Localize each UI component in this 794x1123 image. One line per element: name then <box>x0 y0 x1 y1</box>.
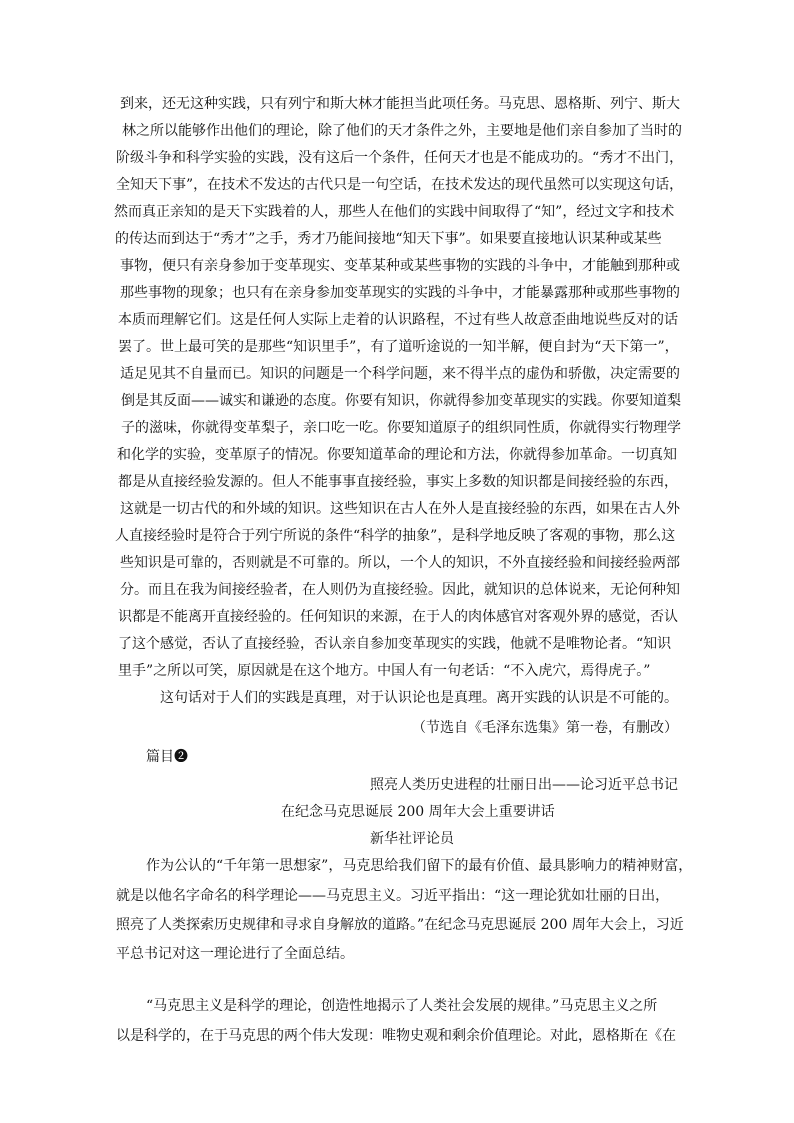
passage1-line: 人直接经验时是符合于列宁所说的条件“科学的抽象”，是科学地反映了客观的事物，那么这 <box>115 528 676 544</box>
passage1-line: 到来，还无这种实践，只有列宁和斯大林才能担当此项任务。马克思、恩格斯、列宁、斯大 <box>120 96 680 112</box>
passage1-line: 阶级斗争和科学实验的实践，没有这后一个条件，任何天才也是不能成功的。“秀才不出门， <box>116 150 684 166</box>
passage1-line: 分。而且在我为间接经验者，在人则仍为直接经验。因此，就知识的总体说来，无论何种知 <box>120 582 680 598</box>
passage1-line: 倒是其反面——诚实和谦逊的态度。你要有知识，你就得参加变革现实的实践。你要知道梨 <box>121 393 681 409</box>
passage1-line: 全知天下事”，在技术不发达的古代只是一句空话，在技术发达的现代虽然可以实现这句话， <box>116 177 684 193</box>
passage1-line: 罢了。世上最可笑的是那些“知识里手”，有了道听途说的一知半解，便自封为“天下第一”， <box>118 339 679 355</box>
passage1-line: 识都是不能离开直接经验的。任何知识的来源，在于人的肉体感官对客观外界的感觉，否认 <box>118 609 678 625</box>
passage1-line: 本质而理解它们。这是任何人实际上走着的认识路程，不过有些人故意歪曲地说些反对的话 <box>118 312 678 328</box>
passage1-line: 里手”之所以可笑，原因就是在这个地方。中国人有一句老话：“不入虎穴，焉得虎子。” <box>118 663 651 679</box>
passage1-line: 那些事物的现象；也只有在亲身参加变革现实的实践的斗争中，才能暴露那种或那些事物的 <box>120 285 680 301</box>
passage2-author: 新华社评论员 <box>370 831 454 847</box>
passage1-line: 的传达而到达于“秀才”之手，秀才乃能间接地“知天下事”。如果要直接地认识某种或某些 <box>115 231 662 247</box>
passage1-line: 林之所以能够作出他们的理论，除了他们的天才条件之外，主要地是他们亲自参加了当时的 <box>122 123 682 139</box>
passage1-line: 子的滋味，你就得变革梨子，亲口吃一吃。你要知道原子的组织同性质，你就得实行物理学 <box>121 420 681 436</box>
passage2-line: 以是科学的，在于马克思的两个伟大发现：唯物史观和剩余价值理论。对此，恩格斯在《在 <box>116 1028 676 1044</box>
passage2-subtitle: 在纪念马克思诞辰 200 周年大会上重要讲话 <box>281 804 555 820</box>
passage2-line: 作为公认的“千年第一思想家”，马克思给我们留下的最有价值、最具影响力的精神财富， <box>146 858 693 874</box>
passage2-label: 篇目❷ <box>146 749 188 765</box>
passage2-line: 平总书记对这一理论进行了全面总结。 <box>116 946 354 962</box>
passage2-line: 照亮了人类探索历史规律和寻求自身解放的道路。”在纪念马克思诞辰 200 周年大会上，习近 <box>116 917 684 933</box>
passage1-line: 然而真正亲知的是天下实践着的人，那些人在他们的实践中间取得了“知”，经过文字和技术 <box>114 204 675 220</box>
passage2-line: 就是以他名字命名的科学理论——马克思主义。习近平指出：“这一理论犹如壮丽的日出， <box>116 888 670 904</box>
passage1-line: 和化学的实验，变革原子的情况。你要知道革命的理论和方法，你就得参加革命。一切真知 <box>117 447 677 463</box>
passage1-line: 些知识是可靠的，否则就是不可靠的。所以，一个人的知识，不外直接经验和间接经验两部 <box>120 555 680 571</box>
passage1-line: 了这个感觉，否认了直接经验，否认亲自参加变革现实的实践，他就不是唯物论者。“知识 <box>118 636 672 652</box>
passage2-line: “马克思主义是科学的理论，创造性地揭示了人类社会发展的规律。”马克思主义之所 <box>146 998 658 1014</box>
passage1-line: 这句话对于人们的实践是真理，对于认识论也是真理。离开实践的认识是不可能的。 <box>160 690 678 706</box>
passage1-line: 适足见其不自量而已。知识的问题是一个科学问题，来不得半点的虚伪和骄傲，决定需要的 <box>120 366 680 382</box>
passage1-line: 这就是一切古代的和外域的知识。这些知识在古人在外人是直接经验的东西，如果在古人外 <box>120 501 680 517</box>
passage1-line: 都是从直接经验发源的。但人不能事事直接经验，事实上多数的知识都是间接经验的东西， <box>118 474 678 490</box>
passage2-title: 照亮人类历史进程的壮丽日出——论习近平总书记 <box>370 777 678 793</box>
passage1-line: 事物，便只有亲身参加于变革现实、变革某种或某些事物的实践的斗争中，才能触到那种或 <box>120 258 680 274</box>
passage1-source: （节选自《毛泽东选集》第一卷，有删改） <box>412 720 678 736</box>
